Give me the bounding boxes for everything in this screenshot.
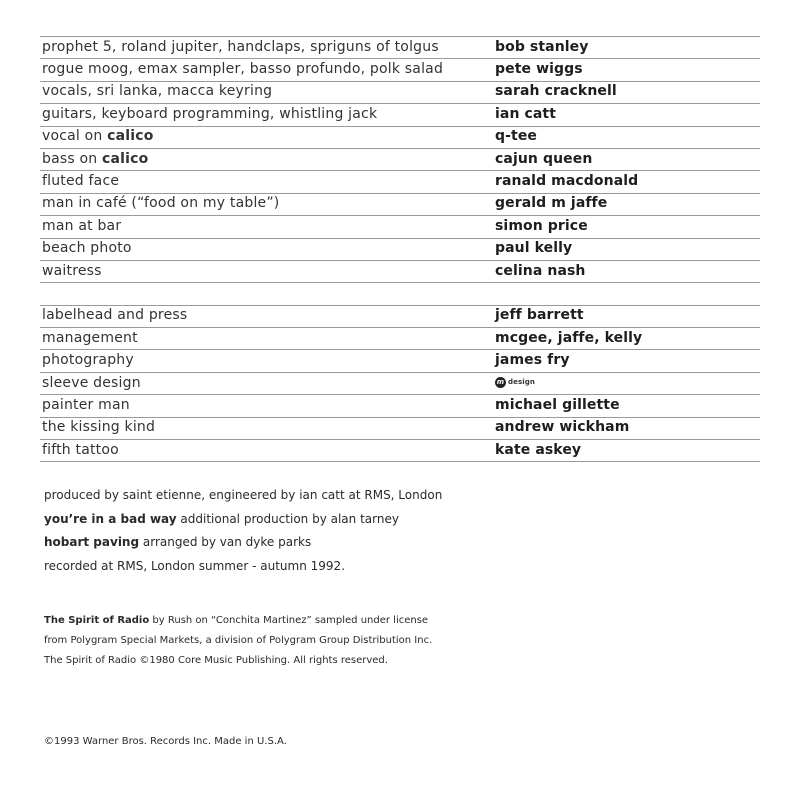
credit-name: kate askey (495, 441, 582, 458)
credit-row (40, 104, 760, 126)
credit-role: labelhead and press (42, 307, 188, 324)
credit-role (40, 129, 495, 143)
credit-name: q-tee (495, 128, 538, 145)
credit-role-prefix: vocal on (42, 128, 108, 145)
production-notes (44, 487, 744, 581)
sample-line: from Polygram Special Markets, a division of Polygram Group Distribution Inc. (44, 635, 433, 646)
credit-name: gerald m jaffe (495, 195, 608, 212)
credit-name: sarah cracknell (495, 83, 617, 100)
credit-role: fifth tattoo (42, 441, 119, 458)
credit-role: man in café (“food on my table”) (42, 195, 280, 212)
sampled-song-title: The Spirit of Radio (44, 615, 150, 626)
production-line (44, 534, 744, 558)
sample-line: The Spirit of Radio ©1980 Core Music Publishing. All rights reserved. (44, 655, 388, 666)
production-line: recorded at RMS, London summer - autumn 1992. (44, 558, 346, 573)
credit-role: prophet 5, roland jupiter, handclaps, spriguns of tolgus (42, 38, 439, 55)
copyright-notice: ©1993 Warner Bros. Records Inc. Made in U.S.A. (44, 736, 287, 747)
credit-role-song: calico (102, 150, 149, 167)
credit-role: man at bar (42, 217, 122, 234)
credit-role: beach photo (42, 240, 132, 257)
credit-name: cajun queen (495, 150, 593, 167)
sample-text: by Rush on “Conchita Martinez” sampled under license (149, 615, 429, 626)
credit-row (40, 306, 760, 328)
sample-line (44, 614, 744, 634)
credits-list (40, 36, 760, 462)
credit-name: michael gillette (495, 396, 620, 413)
credit-name: ranald macdonald (495, 173, 639, 190)
credit-row (40, 395, 760, 417)
credit-name: james fry (495, 352, 570, 369)
credit-role: painter man (42, 396, 130, 413)
logo-text: design (508, 378, 535, 387)
credit-row (40, 373, 760, 395)
credit-role: guitars, keyboard programming, whistling jack (42, 105, 378, 122)
credit-name: paul kelly (495, 240, 573, 257)
credit-row (40, 261, 760, 283)
credit-row (40, 127, 760, 149)
credit-name: ian catt (495, 105, 557, 122)
credit-row (40, 350, 760, 372)
credit-role: rogue moog, emax sampler, basso profundo, polk salad (42, 61, 444, 78)
credit-role: management (42, 329, 138, 346)
credit-role: vocals, sri lanka, macca keyring (42, 83, 273, 100)
credit-row (40, 418, 760, 440)
production-line: produced by saint etienne, engineered by ian catt at RMS, London (44, 488, 443, 502)
credit-role: the kissing kind (42, 419, 156, 436)
credit-role: fluted face (42, 173, 120, 190)
sample-notice (44, 614, 744, 674)
production-line (44, 511, 744, 535)
credit-row (40, 194, 760, 216)
credit-row (40, 440, 760, 462)
credit-role-song: calico (107, 128, 154, 145)
production-text: additional production by alan tarney (176, 511, 399, 526)
section-divider (40, 283, 760, 305)
m-logo-icon: m (496, 378, 505, 387)
song-title: you’re in a bad way (44, 511, 177, 526)
credit-row (40, 328, 760, 350)
credit-name: andrew wickham (495, 419, 630, 436)
credit-name: jeff barrett (495, 307, 584, 324)
credit-row (40, 59, 760, 81)
credit-row (40, 171, 760, 193)
credit-role: waitress (42, 262, 102, 279)
credit-row (40, 82, 760, 104)
credit-role (40, 152, 495, 166)
credit-role-prefix: bass on (42, 150, 102, 167)
credit-role: sleeve design (42, 374, 141, 391)
credit-role: photography (42, 352, 134, 369)
credit-name: celina nash (495, 262, 586, 279)
credit-row (40, 149, 760, 171)
credit-row (40, 239, 760, 261)
credit-row (40, 37, 760, 59)
credit-name: pete wiggs (495, 61, 583, 78)
credit-name: bob stanley (495, 38, 589, 55)
credit-name: mcgee, jaffe, kelly (495, 329, 643, 346)
credit-row (40, 216, 760, 238)
song-title: hobart paving (44, 535, 140, 550)
credit-name: simon price (495, 217, 588, 234)
production-text: arranged by van dyke parks (139, 535, 312, 550)
design-studio-logo (495, 377, 535, 388)
